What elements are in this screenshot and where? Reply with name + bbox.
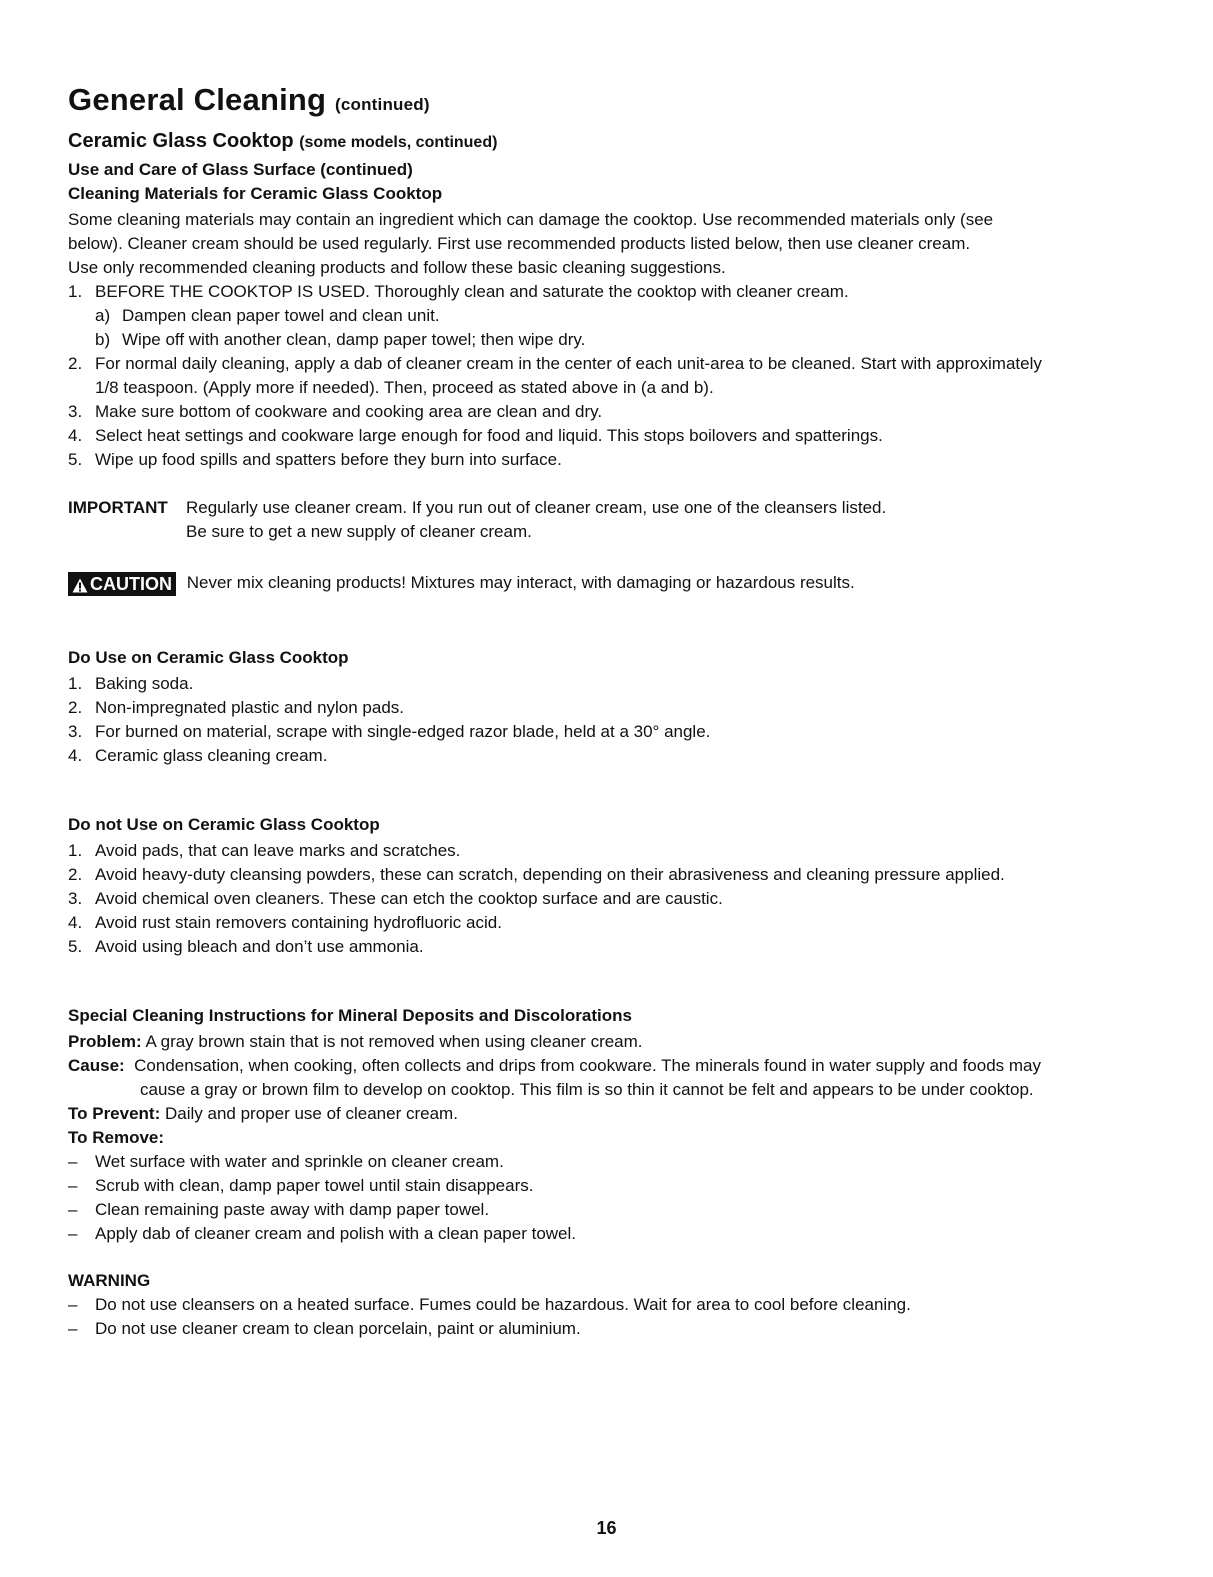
item-text: Ceramic glass cleaning cream. bbox=[95, 746, 328, 765]
dash-bullet: – bbox=[68, 1224, 78, 1243]
item-text: Avoid pads, that can leave marks and scratches. bbox=[95, 841, 461, 860]
item-number: 1. bbox=[68, 841, 83, 860]
caution-badge bbox=[68, 572, 176, 596]
substep-letter: b) bbox=[95, 330, 111, 349]
dash-bullet: – bbox=[68, 1200, 78, 1219]
problem-text: A gray brown stain that is not removed when using cleaner cream. bbox=[145, 1032, 643, 1051]
item-number: 4. bbox=[68, 913, 83, 932]
step-text: Select heat settings and cookware large enough for food and liquid. This stops boilovers and spatterings. bbox=[95, 426, 883, 445]
item-text: Apply dab of cleaner cream and polish with a clean paper towel. bbox=[95, 1224, 577, 1243]
item-text: Avoid rust stain removers containing hydrofluoric acid. bbox=[95, 913, 502, 932]
caution-badge-label: CAUTION bbox=[90, 573, 172, 594]
caution-notice bbox=[68, 571, 855, 596]
intro-line-1: Some cleaning materials may contain an ingredient which can damage the cooktop. Use recommended materials only (see bbox=[68, 210, 994, 229]
page-title bbox=[68, 82, 430, 118]
subheading-cleaning-materials: Cleaning Materials for Ceramic Glass Cooktop bbox=[68, 184, 443, 203]
dash-bullet: – bbox=[68, 1319, 78, 1338]
step-2 bbox=[68, 352, 1042, 376]
warning-triangle-icon bbox=[72, 578, 88, 593]
list-item bbox=[68, 839, 460, 863]
item-number: 3. bbox=[68, 889, 83, 908]
page-title-suffix: (continued) bbox=[335, 95, 430, 114]
item-number: 2. bbox=[68, 865, 83, 884]
step-number: 4. bbox=[68, 426, 83, 445]
step-text: Make sure bottom of cookware and cooking area are clean and dry. bbox=[95, 402, 603, 421]
warning-label: WARNING bbox=[68, 1271, 151, 1290]
list-item bbox=[68, 672, 193, 696]
caution-text: Never mix cleaning products! Mixtures may interact, with damaging or hazardous results. bbox=[186, 573, 855, 592]
dash-bullet: – bbox=[68, 1295, 78, 1314]
item-text: Clean remaining paste away with damp paper towel. bbox=[95, 1200, 490, 1219]
section-title-main: Ceramic Glass Cooktop bbox=[68, 130, 294, 152]
step-number: 3. bbox=[68, 402, 83, 421]
step-4 bbox=[68, 424, 883, 448]
prevent-text: Daily and proper use of cleaner cream. bbox=[165, 1104, 458, 1123]
step-text: Wipe up food spills and spatters before they burn into surface. bbox=[95, 450, 562, 469]
remove-label: To Remove: bbox=[68, 1128, 165, 1147]
list-item bbox=[68, 744, 327, 768]
subheading-use-care: Use and Care of Glass Surface (continued) bbox=[68, 160, 413, 179]
step-text: BEFORE THE COOKTOP IS USED. Thoroughly clean and saturate the cooktop with cleaner cream. bbox=[95, 282, 849, 301]
item-text: Baking soda. bbox=[95, 674, 194, 693]
do-use-heading: Do Use on Ceramic Glass Cooktop bbox=[68, 648, 349, 667]
list-item bbox=[68, 1174, 533, 1198]
list-item bbox=[68, 1198, 489, 1222]
cause-text: Condensation, when cooking, often collects and drips from cookware. The minerals found in water supply and foods may bbox=[134, 1056, 1041, 1075]
important-label: IMPORTANT bbox=[68, 498, 168, 517]
important-line-1: Regularly use cleaner cream. If you run out of cleaner cream, use one of the cleansers listed. bbox=[186, 498, 887, 517]
item-number: 1. bbox=[68, 674, 83, 693]
list-item bbox=[68, 1317, 581, 1341]
section-title-suffix: (some models, continued) bbox=[299, 134, 498, 151]
dash-bullet: – bbox=[68, 1176, 78, 1195]
substep-text: Wipe off with another clean, damp paper towel; then wipe dry. bbox=[122, 330, 586, 349]
cause-line-2: cause a gray or brown film to develop on cooktop. This film is so thin it cannot be felt and appears to be under cooktop. bbox=[140, 1080, 1034, 1099]
intro-line-2: below). Cleaner cream should be used regularly. First use recommended products listed below, then use cleaner cream. bbox=[68, 234, 971, 253]
substep-letter: a) bbox=[95, 306, 111, 325]
item-number: 4. bbox=[68, 746, 83, 765]
step-1a bbox=[95, 304, 440, 328]
cause-label: Cause: bbox=[68, 1056, 125, 1075]
list-item bbox=[68, 887, 723, 911]
item-text: Do not use cleansers on a heated surface. Fumes could be hazardous. Wait for area to cool before cleaning. bbox=[95, 1295, 911, 1314]
list-item bbox=[68, 696, 404, 720]
item-text: For burned on material, scrape with single-edged razor blade, held at a 30° angle. bbox=[95, 722, 711, 741]
step-number: 1. bbox=[68, 282, 83, 301]
list-item bbox=[68, 1222, 576, 1246]
item-text: Wet surface with water and sprinkle on cleaner cream. bbox=[95, 1152, 504, 1171]
list-item bbox=[68, 863, 1005, 887]
item-number: 2. bbox=[68, 698, 83, 717]
special-heading: Special Cleaning Instructions for Mineral Deposits and Discolorations bbox=[68, 1006, 632, 1025]
item-text: Avoid using bleach and don’t use ammonia. bbox=[95, 937, 424, 956]
problem-line bbox=[68, 1030, 643, 1054]
step-number: 2. bbox=[68, 354, 83, 373]
item-number: 5. bbox=[68, 937, 83, 956]
step-1 bbox=[68, 280, 849, 304]
cause-line-1 bbox=[68, 1054, 1041, 1078]
list-item bbox=[68, 720, 710, 744]
list-item bbox=[68, 1150, 504, 1174]
item-text: Scrub with clean, damp paper towel until stain disappears. bbox=[95, 1176, 534, 1195]
item-text: Avoid heavy-duty cleansing powders, these can scratch, depending on their abrasiveness and cleaning pressure applied. bbox=[95, 865, 1005, 884]
substep-text: Dampen clean paper towel and clean unit. bbox=[122, 306, 440, 325]
list-item bbox=[68, 1293, 911, 1317]
page-number: 16 bbox=[596, 1518, 617, 1538]
problem-label: Problem: bbox=[68, 1032, 142, 1051]
item-text: Avoid chemical oven cleaners. These can etch the cooktop surface and are caustic. bbox=[95, 889, 723, 908]
step-3 bbox=[68, 400, 602, 424]
step-number: 5. bbox=[68, 450, 83, 469]
list-item bbox=[68, 911, 502, 935]
prevent-line bbox=[68, 1102, 458, 1126]
step-text: For normal daily cleaning, apply a dab of cleaner cream in the center of each unit-area to be cleaned. Start with approximately bbox=[95, 354, 1042, 373]
item-number: 3. bbox=[68, 722, 83, 741]
step-5 bbox=[68, 448, 562, 472]
do-not-use-heading: Do not Use on Ceramic Glass Cooktop bbox=[68, 815, 380, 834]
item-text: Do not use cleaner cream to clean porcelain, paint or aluminium. bbox=[95, 1319, 581, 1338]
section-title bbox=[68, 130, 497, 153]
page-title-main: General Cleaning bbox=[68, 82, 327, 117]
item-text: Non-impregnated plastic and nylon pads. bbox=[95, 698, 405, 717]
step-2-continued: 1/8 teaspoon. (Apply more if needed). Then, proceed as stated above in (a and b). bbox=[95, 378, 714, 397]
list-item bbox=[68, 935, 424, 959]
step-1b bbox=[95, 328, 585, 352]
prevent-label: To Prevent: bbox=[68, 1104, 161, 1123]
intro-line-3: Use only recommended cleaning products and follow these basic cleaning suggestions. bbox=[68, 258, 726, 277]
important-line-2: Be sure to get a new supply of cleaner cream. bbox=[186, 522, 532, 541]
dash-bullet: – bbox=[68, 1152, 78, 1171]
